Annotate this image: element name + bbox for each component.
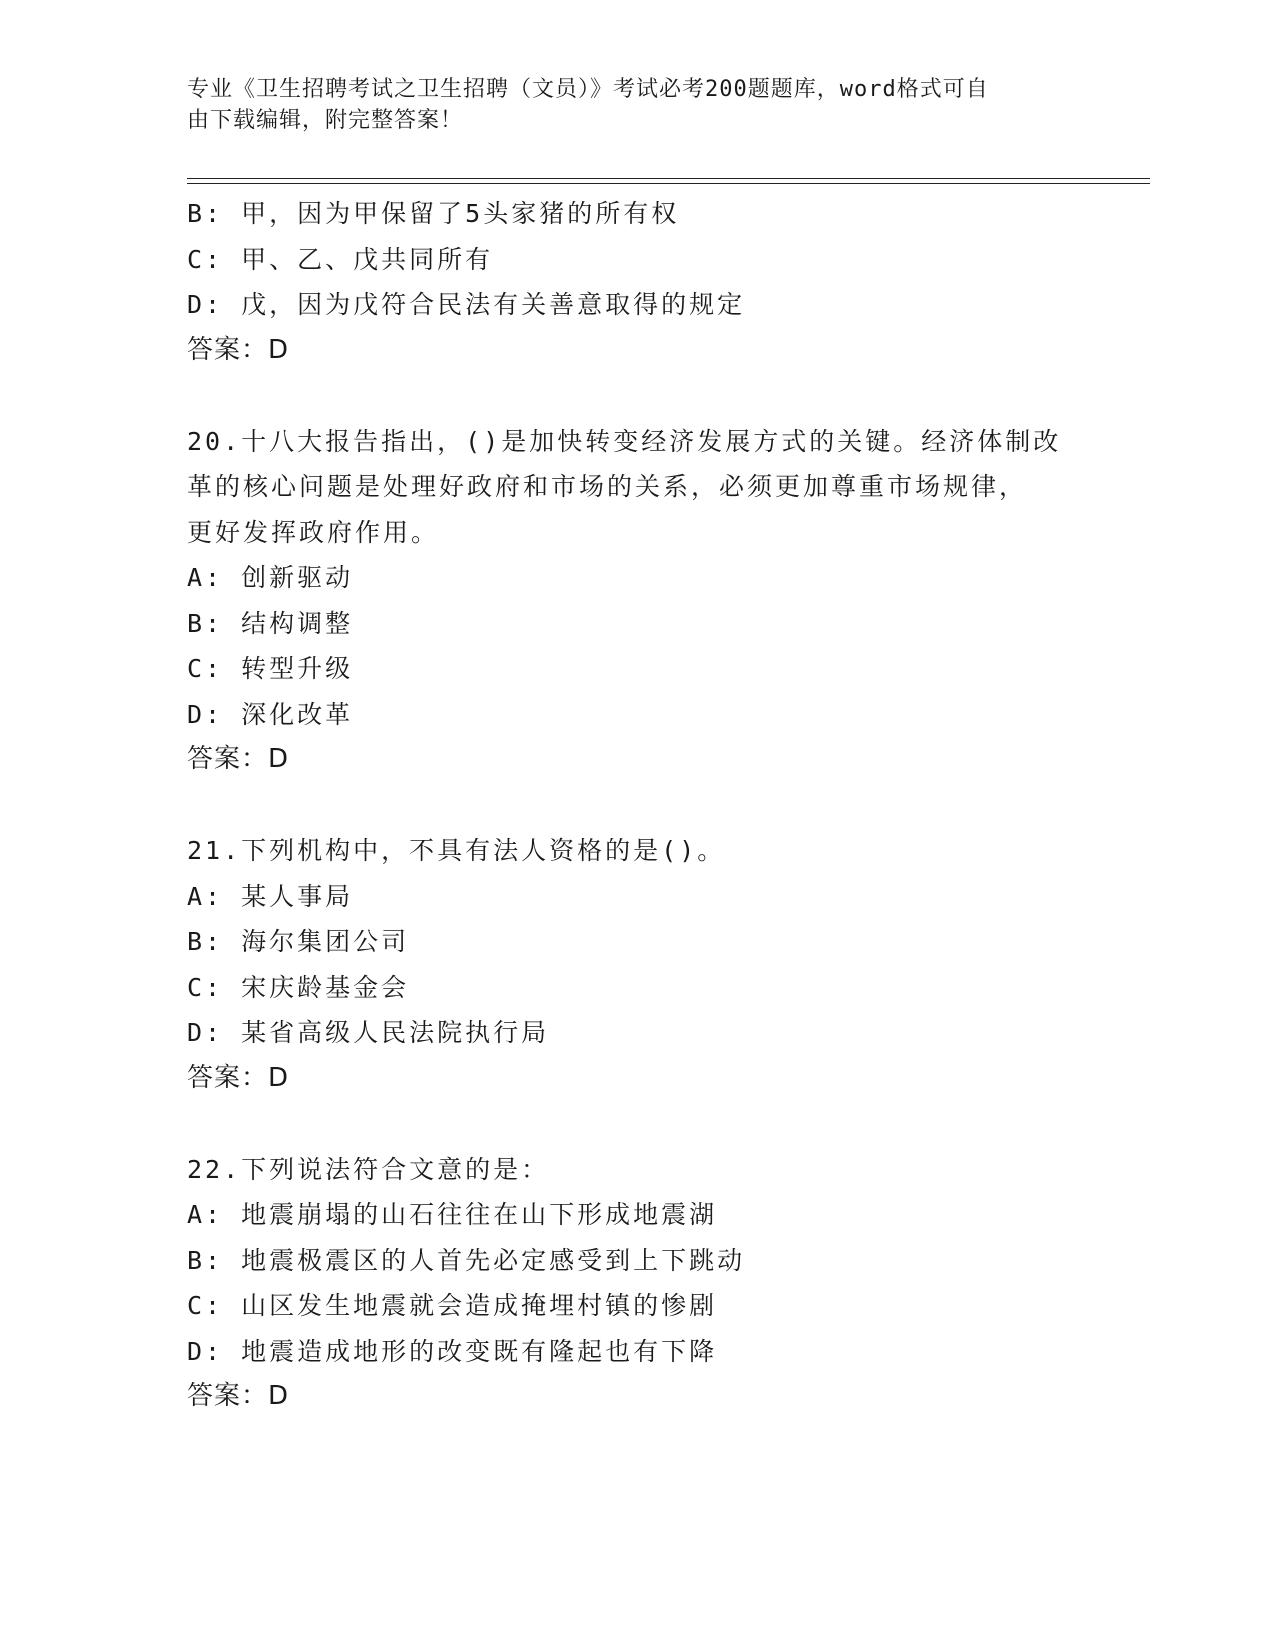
option-b: B: 海尔集团公司 [187,927,410,956]
question-block-21 [187,828,1087,1101]
answer-line: 答案：D [187,334,290,365]
header-rule-bottom [187,183,1150,184]
header-line-1: 专业《卫生招聘考试之卫生招聘（文员）》考试必考200题题库，word格式可自 [187,77,989,102]
question-stem-line: 22.下列说法符合文意的是： [187,1154,550,1184]
question-list [187,191,1087,1420]
spacer [187,373,1087,419]
option-a: A: 某人事局 [187,881,354,911]
prev-question-block [187,191,1087,373]
header-rule-top [187,178,1150,179]
question-stem-line: 更好发挥政府作用。 [187,517,440,547]
question-block-20 [187,419,1087,783]
document-header [187,74,1067,136]
answer-line: 答案：D [187,744,290,774]
option-a: A: 创新驱动 [187,563,354,592]
option-c: C: 宋庆龄基金会 [187,972,410,1002]
option-d: D: 地震造成地形的改变既有隆起也有下降 [187,1336,718,1366]
option-c: C: 甲、乙、戊共同所有 [187,244,494,274]
spacer [187,1101,1087,1147]
spacer [187,783,1087,829]
question-stem-line: 20.十八大报告指出，()是加快转变经济发展方式的关键。经济体制改 [187,426,1062,456]
answer-line: 答案：D [187,1381,290,1411]
option-b: B: 结构调整 [187,608,354,638]
option-a: A: 地震崩塌的山石往往在山下形成地震湖 [187,1200,718,1229]
option-d: D: 某省高级人民法院执行局 [187,1018,550,1047]
option-d: D: 深化改革 [187,699,354,729]
option-b: B: 地震极震区的人首先必定感受到上下跳动 [187,1245,746,1275]
option-c: C: 山区发生地震就会造成掩埋村镇的惨剧 [187,1291,718,1320]
option-b: B: 甲，因为甲保留了5头家猪的所有权 [187,199,680,228]
option-c: C: 转型升级 [187,654,354,683]
question-block-22 [187,1147,1087,1420]
question-stem-line: 革的核心问题是处理好政府和市场的关系，必须更加尊重市场规律， [187,472,1028,501]
header-line-2: 由下载编辑，附完整答案！ [187,108,464,133]
answer-line: 答案：D [187,1062,290,1093]
question-stem-line: 21.下列机构中，不具有法人资格的是()。 [187,836,726,865]
option-d: D: 戊，因为戊符合民法有关善意取得的规定 [187,290,746,319]
